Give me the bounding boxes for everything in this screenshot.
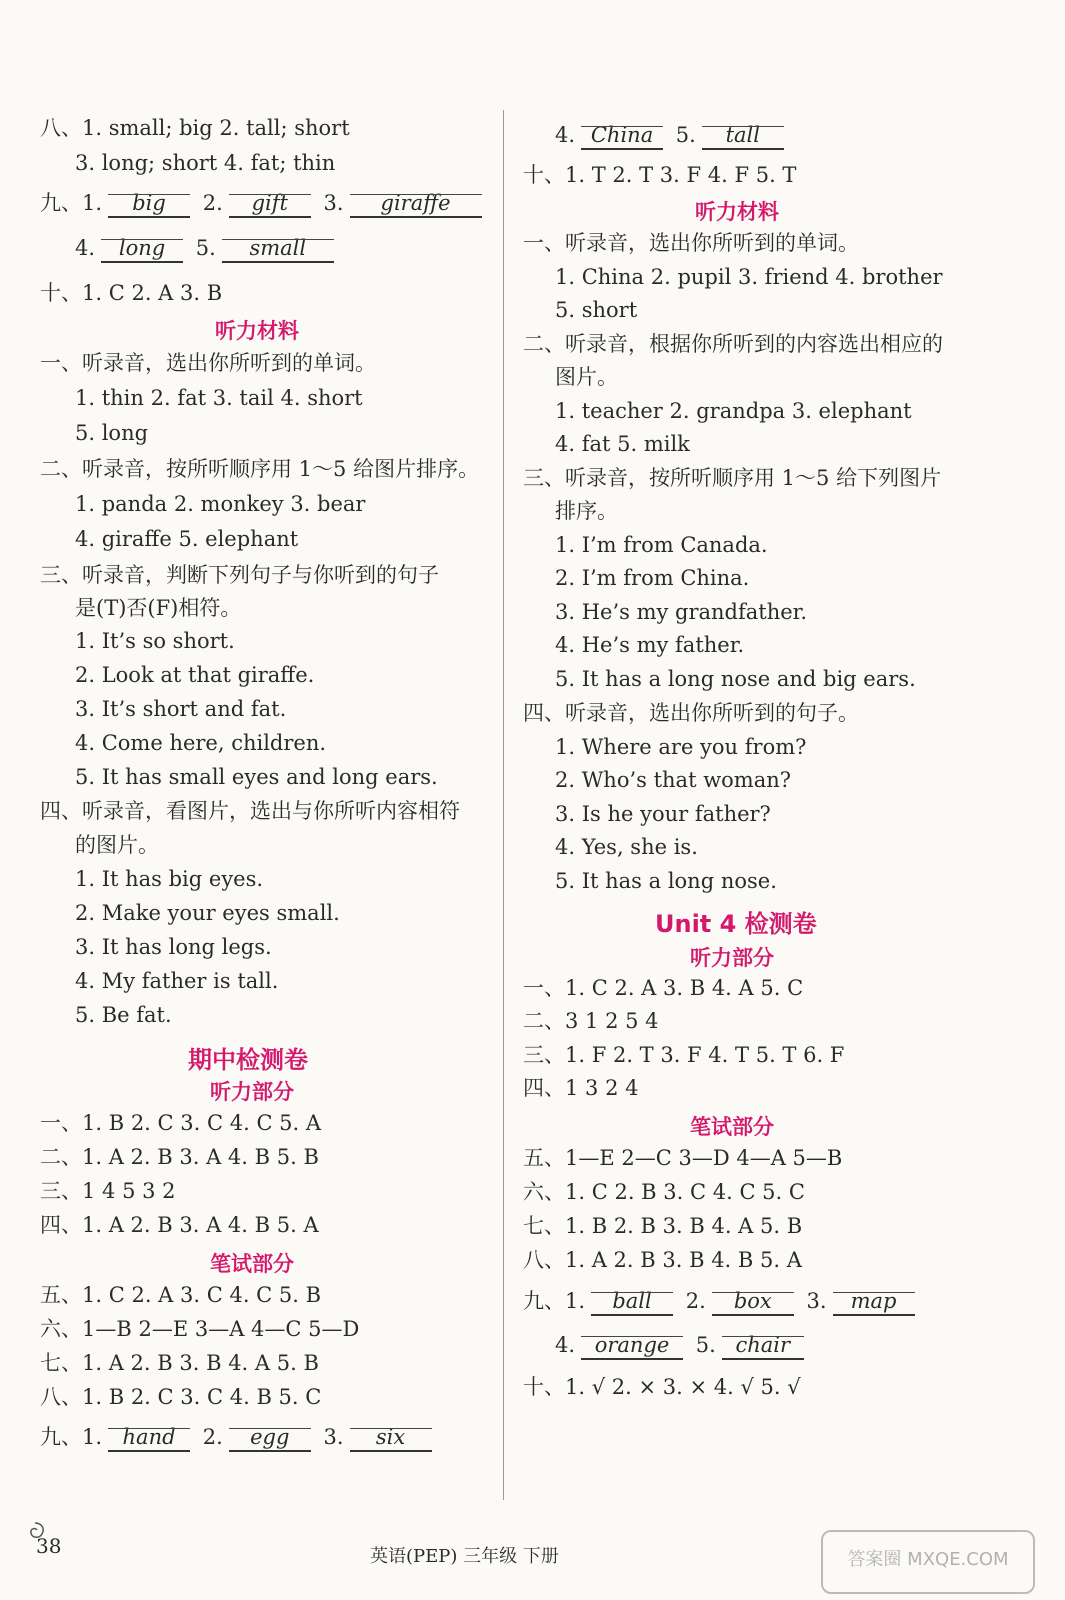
answer-line: 4. fat 5. milk	[555, 432, 690, 456]
handwritten-word: box	[712, 1288, 794, 1314]
answer-line: 5. long	[75, 421, 149, 445]
question-title: 三、听录音，按所听顺序用 1～5 给下列图片	[523, 466, 942, 490]
item-number: 2.	[202, 191, 223, 215]
answer-line: 四、1 3 2 4	[523, 1076, 639, 1100]
answer-line: 2. Who’s that woman?	[555, 768, 792, 792]
question-title: 三、听录音，判断下列句子与你听到的句子	[40, 563, 439, 587]
watermark-logo: 答案圈 MXQE.COM	[821, 1530, 1035, 1594]
handwritten-word: China	[581, 122, 663, 148]
handwriting-line	[555, 1332, 810, 1358]
handwritten-word: chair	[722, 1332, 804, 1358]
answer-line: 八、1. A 2. B 3. B 4. B 5. A	[523, 1248, 802, 1272]
page-number: 38	[36, 1534, 62, 1558]
answer-line: 1. China 2. pupil 3. friend 4. brother	[555, 265, 943, 289]
book-title-footer: 英语(PEP) 三年级 下册	[370, 1546, 559, 1567]
answer-line: 1. teacher 2. grandpa 3. elephant	[555, 399, 912, 423]
answer-line: 八、1. small; big 2. tall; short	[40, 116, 350, 140]
answer-line: 4. My father is tall.	[75, 969, 279, 993]
item-number: 4.	[555, 1333, 576, 1357]
answer-line: 3. It has long legs.	[75, 935, 272, 959]
section-heading: 听力部分	[690, 946, 774, 970]
answer-line: 一、1. C 2. A 3. B 4. A 5. C	[523, 976, 804, 1000]
answer-line: 1. I’m from Canada.	[555, 533, 768, 557]
section-heading: 期中检测卷	[188, 1046, 308, 1074]
handwritten-word: map	[833, 1288, 915, 1314]
column-divider	[503, 110, 504, 1500]
item-number: 5.	[195, 236, 216, 260]
question-title: 四、听录音，看图片，选出与你所听内容相符	[40, 799, 460, 823]
answer-line: 四、1. A 2. B 3. A 4. B 5. A	[40, 1213, 319, 1237]
section-heading: 听力部分	[210, 1080, 294, 1104]
question-title: 二、听录音，根据你所听到的内容选出相应的	[523, 332, 943, 356]
answer-line: 二、3 1 2 5 4	[523, 1009, 659, 1033]
section-heading: 听力材料	[215, 319, 299, 343]
answer-line: 二、1. A 2. B 3. A 4. B 5. B	[40, 1145, 319, 1169]
handwritten-word: tall	[702, 122, 784, 148]
answer-line: 3. Is he your father?	[555, 802, 771, 826]
handwriting-line	[40, 1424, 438, 1450]
answer-line: 4. Yes, she is.	[555, 835, 698, 859]
item-number: 5.	[675, 123, 696, 147]
answer-line: 七、1. B 2. B 3. B 4. A 5. B	[523, 1214, 803, 1238]
handwritten-word: ball	[591, 1288, 673, 1314]
item-number: 九、1.	[40, 1425, 103, 1449]
handwriting-line	[75, 235, 340, 261]
question-title: 二、听录音，按所听顺序用 1～5 给图片排序。	[40, 457, 480, 481]
answer-line: 六、1. C 2. B 3. C 4. C 5. C	[523, 1180, 805, 1204]
answer-line: 十、1. T 2. T 3. F 4. F 5. T	[523, 163, 797, 187]
section-heading: 笔试部分	[210, 1252, 294, 1276]
item-number: 4.	[75, 236, 96, 260]
answer-line: 一、1. B 2. C 3. C 4. C 5. A	[40, 1111, 322, 1135]
answer-line: 1. It has big eyes.	[75, 867, 264, 891]
answer-line: 1. panda 2. monkey 3. bear	[75, 492, 366, 516]
answer-line: 六、1—B 2—E 3—A 4—C 5—D	[40, 1317, 360, 1341]
question-title: 一、听录音，选出你所听到的单词。	[40, 351, 376, 375]
answer-line: 4. giraffe 5. elephant	[75, 527, 299, 551]
handwritten-word: six	[350, 1424, 432, 1450]
item-number: 3.	[323, 1425, 344, 1449]
item-number: 3.	[806, 1289, 827, 1313]
answer-line: 5. It has small eyes and long ears.	[75, 765, 438, 789]
answer-line: 十、1. C 2. A 3. B	[40, 281, 223, 305]
item-number: 九、1.	[40, 191, 103, 215]
item-number: 4.	[555, 123, 576, 147]
handwriting-line	[555, 122, 790, 148]
handwritten-word: gift	[229, 190, 311, 216]
question-title: 图片。	[555, 365, 618, 389]
question-title: 四、听录音，选出你所听到的句子。	[523, 701, 859, 725]
section-heading: 听力材料	[695, 200, 779, 224]
section-heading: Unit 4 检测卷	[655, 910, 817, 938]
handwritten-word: big	[108, 190, 190, 216]
answer-line: 三、1 4 5 3 2	[40, 1179, 176, 1203]
answer-line: 五、1—E 2—C 3—D 4—A 5—B	[523, 1146, 843, 1170]
question-title: 排序。	[555, 499, 618, 523]
answer-line: 4. Come here, children.	[75, 731, 327, 755]
answer-line: 三、1. F 2. T 3. F 4. T 5. T 6. F	[523, 1043, 845, 1067]
item-number: 2.	[202, 1425, 223, 1449]
answer-line: 5. It has a long nose.	[555, 869, 777, 893]
answer-line: 4. He’s my father.	[555, 633, 745, 657]
handwritten-word: long	[101, 235, 183, 261]
item-number: 2.	[685, 1289, 706, 1313]
answer-line: 八、1. B 2. C 3. C 4. B 5. C	[40, 1385, 322, 1409]
item-number: 5.	[695, 1333, 716, 1357]
handwritten-word: egg	[229, 1424, 311, 1450]
answer-line: 2. Make your eyes small.	[75, 901, 340, 925]
handwritten-word: orange	[581, 1332, 683, 1358]
item-number: 3.	[323, 191, 344, 215]
answer-line: 十、1. √ 2. × 3. × 4. √ 5. √	[523, 1375, 801, 1399]
handwritten-word: hand	[108, 1424, 190, 1450]
answer-line: 3. He’s my grandfather.	[555, 600, 808, 624]
answer-line: 五、1. C 2. A 3. C 4. C 5. B	[40, 1283, 322, 1307]
answer-line: 3. It’s short and fat.	[75, 697, 287, 721]
item-number: 九、1.	[523, 1289, 586, 1313]
answer-line: 1. It’s so short.	[75, 629, 235, 653]
question-title: 是(T)否(F)相符。	[75, 596, 242, 620]
answer-line: 5. Be fat.	[75, 1003, 172, 1027]
answer-line: 5. It has a long nose and big ears.	[555, 667, 916, 691]
answer-line: 2. I’m from China.	[555, 566, 750, 590]
answer-line: 1. thin 2. fat 3. tail 4. short	[75, 386, 363, 410]
handwritten-word: small	[222, 235, 334, 261]
handwriting-line	[40, 190, 488, 216]
answer-line: 2. Look at that giraffe.	[75, 663, 315, 687]
answer-line: 3. long; short 4. fat; thin	[75, 151, 336, 175]
question-title: 的图片。	[75, 833, 159, 857]
section-heading: 笔试部分	[690, 1115, 774, 1139]
question-title: 一、听录音，选出你所听到的单词。	[523, 231, 859, 255]
answer-line: 七、1. A 2. B 3. B 4. A 5. B	[40, 1351, 319, 1375]
answer-line: 5. short	[555, 298, 638, 322]
answer-line: 1. Where are you from?	[555, 735, 807, 759]
handwriting-line	[523, 1288, 921, 1314]
handwritten-word: giraffe	[350, 190, 482, 216]
